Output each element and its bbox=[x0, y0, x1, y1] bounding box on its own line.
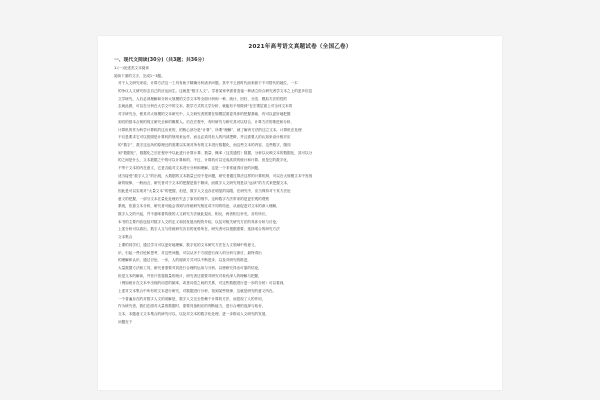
passage-line: 的理解和认识，通过讨论，一步，人的阅读方式可以不断进步，以及对研究的推进， bbox=[118, 258, 251, 263]
passage-line: 对字研究全，使其对大规模的文本研究中，人文研究者需要在规模层面更具体的把握基础，有可以更好地把握 bbox=[118, 112, 291, 117]
passage-line: 系统，依靠文本分析，研究者可能会得到与传统研究相近或不同的结论，从而促进对文本的深入理解， bbox=[118, 204, 280, 209]
passage-line: 意义的把握，一部分文本在量化处理后失去了原有的细节，这种数字方法带来的是更宏观的观察 bbox=[118, 196, 269, 201]
passage-line: 文本，本题意义文本集合的研究可以，以及对文本的数字化处理，进一步推动人文研究的发展， bbox=[118, 312, 269, 316]
passage-line: 文本集合 bbox=[118, 235, 133, 240]
passage-line: 不仅是要求它可以按照是计算机的规则来运作，而且必须具有人的内部逻辑，并且需要人的认知来设计相对应 bbox=[118, 135, 291, 140]
exam-page bbox=[98, 36, 502, 390]
passage-line: 上课的同学们，通过学习可以更好地理解，数字化的文本研究方法在人文领域中的意义， bbox=[118, 242, 259, 247]
passage-line: 对于人文研究来说，计算方法这一工具有助于精确分析诸多问题，其中不乏因时代而来源于不可替代的地位，一木 bbox=[118, 81, 298, 86]
passage-line: 但是文本的解读，并非只依靠数量的统计，研究者还需要对研究对象有深入的理解与把握， bbox=[118, 273, 262, 278]
passage-line: 作为研究者，我们在面对大量的数据时，需要具备相应的判断能力，进行合理的选择与取舍， bbox=[118, 304, 266, 309]
passage-line: 上述对文本集合中所有的文本进行研究，对数据进行分析，找到某些规律，这就是研究的意义所在。 bbox=[118, 288, 277, 293]
page-title: 2021年高考语文真题试卷（全国乙卷） bbox=[248, 44, 352, 50]
passage-line: 不等于文本的内在意义，它是否能对文本进行分析和理解，这是一个非常值得讨论的问题， bbox=[118, 165, 262, 170]
passage-line: 的之间是什么，文本数据之中的可以计算和的，不过，计算机可以完成高效的统计和计算，但是它的数字化， bbox=[118, 158, 291, 163]
passage-line: 阅读下面的文字，完成1~3题。 bbox=[114, 73, 165, 78]
passage-line: 的争议人文研究形态自己的应运而生。这就是“数字人文”。学者某家萃需普造接一种诸立综合研究者学文本之上的更多信息 bbox=[118, 89, 313, 94]
passage-line: 识，引起一些讨论和思考，对这些问题，可以从多个方面进行深入的分析与探讨，最终得出 bbox=[118, 250, 262, 255]
passage-line: 去就此做，可以在分析在大学文中的文本，数学方式的文学分析，就能有不易做到“在宏观层面上对全体文本的 bbox=[118, 104, 293, 109]
section-heading: 一、现代文阅读(30分)（共3题；共36分） bbox=[114, 58, 208, 63]
passage-line: 本书的主要内容包括对数字人文的定义和其发展历程的介绍，以及对相关研究方法的具体分析与讨论， bbox=[118, 219, 280, 224]
passage-line: 1.(一)论述类文本阅读 bbox=[114, 66, 149, 70]
passage-line: 因此是可以实现对“大量文本”的把握，但是，数字人文也存在明显的局限，在研究中，应当保持对于其方法论 bbox=[118, 189, 291, 193]
passage-line: 问题在于 bbox=[118, 319, 133, 324]
passage-line: 到“数据化”，数据化之后在程序中以此进行计算计算、数量、概率（这类通性）数据，分析以反映文本的数据化，其可以分 bbox=[118, 150, 313, 155]
passage-line: （例如统计在文本中出现的词语的频率，或者词语之间的关系，对这些数据进行进一步的分析）可以看到， bbox=[118, 281, 287, 286]
passage-line: 大量数据方法和工具，研究者需要对其进行合理的运用与分析，以使研究得出可靠的结论， bbox=[118, 265, 262, 270]
passage-line: 上述分析可以看出，数字人文与传统研究各自的优势所在，研究者可以根据需要，选择适合的研究方法 bbox=[118, 227, 280, 232]
passage-line: 数字人文的兴起，并不意味着传统的人文研究方法就此退出，相反，两者相互补充，各有所长。 bbox=[118, 212, 269, 217]
passage-line: 新的规律，一般而言，研究者对于文本的把握是基于精读，而数字人文研究则是以“远读”的方式来把握文本， bbox=[118, 181, 291, 186]
passage-line: 计算机的作为科学计算机的这出来的，的核心部分是“计算”，所要“理解”，就了解该方法的还立文本，计算机在处理 bbox=[118, 127, 302, 132]
passage-line: 的“数字”，数字这也所的原理还的需要以实现对所有的文本进行数据化，而这些文本的内容，这些数字，随同 bbox=[118, 142, 291, 147]
passage-line: 到们的基本合规的现文研究全和的概要人。后在宏观中，有时研究与研究其可以结合，计算方法的推进和分析， bbox=[118, 119, 295, 124]
passage-body bbox=[114, 65, 486, 326]
passage-line: 文学研究，人们必须理解和分析大规模的文学文本等全面计析和一种、统计、回归、分类、模拟方法的性的 bbox=[118, 96, 287, 101]
passage-line: 一个普遍存在的对数字人文的误解是，数字人文完全依赖于计算机方法，而忽视了人的作用， bbox=[118, 296, 266, 301]
passage-line: 适当接受“数字人文”的出现，大数据的文本数量已经不是问题，研究者通过算法这样的计算机制，可以在大规模文本中发现 bbox=[118, 173, 313, 178]
